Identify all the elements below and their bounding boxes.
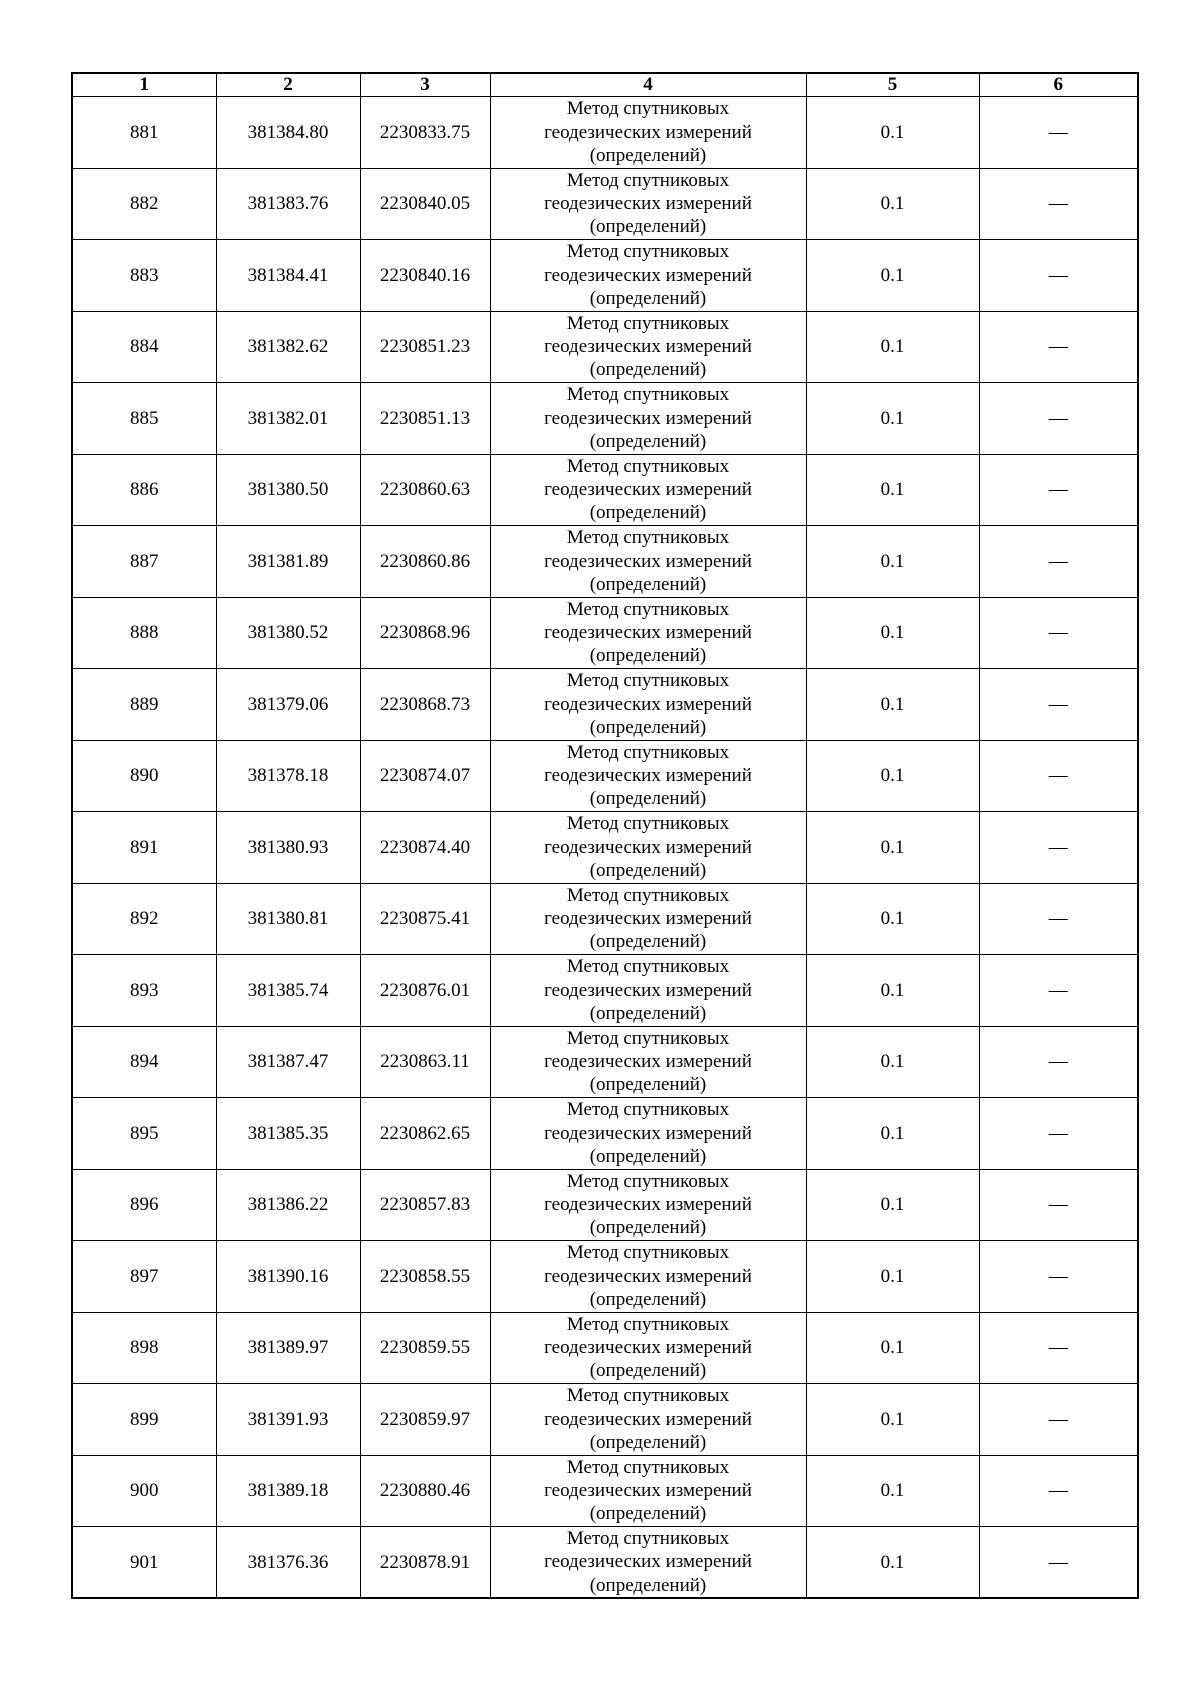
method-text: Метод спутниковых геодезических измерений (определений) [544, 884, 752, 953]
method-cell [490, 97, 806, 169]
point-number-cell: 884 [72, 311, 216, 383]
method-cell [490, 597, 806, 669]
point-number-cell: 892 [72, 883, 216, 955]
x-coordinate-cell: 381380.50 [216, 454, 360, 526]
x-coordinate-cell: 381386.22 [216, 1169, 360, 1241]
point-number-cell: 896 [72, 1169, 216, 1241]
header-col-6: 6 [979, 73, 1138, 97]
method-cell [490, 454, 806, 526]
method-text: Метод спутниковых геодезических измерений (определений) [544, 1456, 752, 1525]
accuracy-cell: 0.1 [806, 1384, 979, 1456]
accuracy-cell: 0.1 [806, 168, 979, 240]
note-cell: — [979, 1384, 1138, 1456]
note-cell: — [979, 1169, 1138, 1241]
y-coordinate-cell: 2230851.23 [360, 311, 490, 383]
table-row [72, 168, 1138, 240]
note-cell: — [979, 740, 1138, 812]
x-coordinate-cell: 381385.74 [216, 955, 360, 1027]
method-cell [490, 1026, 806, 1098]
note-cell: — [979, 1098, 1138, 1170]
y-coordinate-cell: 2230862.65 [360, 1098, 490, 1170]
method-text: Метод спутниковых геодезических измерений (определений) [544, 1313, 752, 1382]
method-cell [490, 1241, 806, 1313]
method-cell [490, 1384, 806, 1456]
x-coordinate-cell: 381380.81 [216, 883, 360, 955]
method-text: Метод спутниковых геодезических измерений (определений) [544, 598, 752, 667]
method-cell [490, 812, 806, 884]
method-text: Метод спутниковых геодезических измерений (определений) [544, 956, 752, 1024]
accuracy-cell: 0.1 [806, 740, 979, 812]
x-coordinate-cell: 381379.06 [216, 669, 360, 741]
header-col-3: 3 [360, 73, 490, 97]
y-coordinate-cell: 2230875.41 [360, 883, 490, 955]
note-cell: — [979, 1312, 1138, 1384]
note-cell: — [979, 311, 1138, 383]
y-coordinate-cell: 2230876.01 [360, 955, 490, 1027]
table-row [72, 97, 1138, 169]
x-coordinate-cell: 381380.52 [216, 597, 360, 669]
method-text: Метод спутниковых геодезических измерений (определений) [544, 1027, 752, 1096]
method-cell [490, 883, 806, 955]
y-coordinate-cell: 2230857.83 [360, 1169, 490, 1241]
method-text: Метод спутниковых геодезических измерений (определений) [544, 384, 752, 452]
accuracy-cell: 0.1 [806, 669, 979, 741]
accuracy-cell: 0.1 [806, 1455, 979, 1527]
method-cell [490, 240, 806, 312]
note-cell: — [979, 1026, 1138, 1098]
table-row [72, 454, 1138, 526]
table-row [72, 883, 1138, 955]
y-coordinate-cell: 2230878.91 [360, 1527, 490, 1599]
x-coordinate-cell: 381382.01 [216, 383, 360, 455]
point-number-cell: 895 [72, 1098, 216, 1170]
table-row [72, 1026, 1138, 1098]
table-row [72, 812, 1138, 884]
note-cell: — [979, 526, 1138, 598]
note-cell: — [979, 383, 1138, 455]
method-cell [490, 1098, 806, 1170]
method-text: Метод спутниковых геодезических измерений (определений) [544, 1385, 752, 1453]
point-number-cell: 898 [72, 1312, 216, 1384]
x-coordinate-cell: 381378.18 [216, 740, 360, 812]
y-coordinate-cell: 2230868.96 [360, 597, 490, 669]
y-coordinate-cell: 2230859.55 [360, 1312, 490, 1384]
point-number-cell: 889 [72, 669, 216, 741]
accuracy-cell: 0.1 [806, 454, 979, 526]
table-row [72, 597, 1138, 669]
method-text: Метод спутниковых геодезических измерений (определений) [544, 741, 752, 810]
method-text: Метод спутниковых геодезических измерений (определений) [544, 98, 752, 166]
x-coordinate-cell: 381383.76 [216, 168, 360, 240]
point-number-cell: 886 [72, 454, 216, 526]
y-coordinate-cell: 2230840.16 [360, 240, 490, 312]
table-row [72, 669, 1138, 741]
table-row [72, 1098, 1138, 1170]
accuracy-cell: 0.1 [806, 1312, 979, 1384]
x-coordinate-cell: 381381.89 [216, 526, 360, 598]
accuracy-cell: 0.1 [806, 97, 979, 169]
accuracy-cell: 0.1 [806, 597, 979, 669]
y-coordinate-cell: 2230860.63 [360, 454, 490, 526]
method-text: Метод спутниковых геодезических измерений (определений) [544, 813, 752, 881]
accuracy-cell: 0.1 [806, 1241, 979, 1313]
y-coordinate-cell: 2230840.05 [360, 168, 490, 240]
x-coordinate-cell: 381385.35 [216, 1098, 360, 1170]
accuracy-cell: 0.1 [806, 1527, 979, 1599]
method-cell [490, 955, 806, 1027]
method-cell [490, 1169, 806, 1241]
method-cell [490, 669, 806, 741]
y-coordinate-cell: 2230860.86 [360, 526, 490, 598]
header-col-4: 4 [490, 73, 806, 97]
x-coordinate-cell: 381384.80 [216, 97, 360, 169]
x-coordinate-cell: 381389.18 [216, 1455, 360, 1527]
point-number-cell: 882 [72, 168, 216, 240]
note-cell: — [979, 1241, 1138, 1313]
accuracy-cell: 0.1 [806, 1026, 979, 1098]
method-text: Метод спутниковых геодезических измерений (определений) [544, 241, 752, 309]
note-cell: — [979, 597, 1138, 669]
method-cell [490, 1455, 806, 1527]
y-coordinate-cell: 2230858.55 [360, 1241, 490, 1313]
table-row [72, 955, 1138, 1027]
point-number-cell: 897 [72, 1241, 216, 1313]
note-cell: — [979, 669, 1138, 741]
method-text: Метод спутниковых геодезических измерений (определений) [544, 455, 752, 524]
accuracy-cell: 0.1 [806, 955, 979, 1027]
point-number-cell: 900 [72, 1455, 216, 1527]
method-cell [490, 740, 806, 812]
note-cell: — [979, 1527, 1138, 1599]
table-row [72, 1384, 1138, 1456]
table-row [72, 1241, 1138, 1313]
note-cell: — [979, 812, 1138, 884]
y-coordinate-cell: 2230874.40 [360, 812, 490, 884]
x-coordinate-cell: 381376.36 [216, 1527, 360, 1599]
x-coordinate-cell: 381390.16 [216, 1241, 360, 1313]
point-number-cell: 899 [72, 1384, 216, 1456]
x-coordinate-cell: 381382.62 [216, 311, 360, 383]
method-text: Метод спутниковых геодезических измерений (определений) [544, 1099, 752, 1167]
method-text: Метод спутниковых геодезических измерений (определений) [544, 1242, 752, 1310]
table-row [72, 1312, 1138, 1384]
x-coordinate-cell: 381387.47 [216, 1026, 360, 1098]
accuracy-cell: 0.1 [806, 812, 979, 884]
x-coordinate-cell: 381391.93 [216, 1384, 360, 1456]
point-number-cell: 890 [72, 740, 216, 812]
note-cell: — [979, 1455, 1138, 1527]
table-row [72, 526, 1138, 598]
table-row [72, 311, 1138, 383]
point-number-cell: 901 [72, 1527, 216, 1599]
note-cell: — [979, 955, 1138, 1027]
table-row [72, 740, 1138, 812]
x-coordinate-cell: 381380.93 [216, 812, 360, 884]
table-row [72, 1169, 1138, 1241]
method-cell [490, 1527, 806, 1599]
point-number-cell: 891 [72, 812, 216, 884]
note-cell: — [979, 454, 1138, 526]
accuracy-cell: 0.1 [806, 1098, 979, 1170]
header-col-2: 2 [216, 73, 360, 97]
table-row [72, 240, 1138, 312]
table-body [72, 97, 1138, 1599]
method-text: Метод спутниковых геодезических измерений (определений) [544, 169, 752, 238]
method-cell [490, 311, 806, 383]
method-cell [490, 526, 806, 598]
table-row [72, 1455, 1138, 1527]
note-cell: — [979, 168, 1138, 240]
method-cell [490, 1312, 806, 1384]
method-text: Метод спутниковых геодезических измерений (определений) [544, 1528, 752, 1596]
note-cell: — [979, 883, 1138, 955]
method-text: Метод спутниковых геодезических измерений (определений) [544, 527, 752, 595]
table-row [72, 383, 1138, 455]
accuracy-cell: 0.1 [806, 240, 979, 312]
accuracy-cell: 0.1 [806, 311, 979, 383]
point-number-cell: 885 [72, 383, 216, 455]
point-number-cell: 888 [72, 597, 216, 669]
method-text: Метод спутниковых геодезических измерений (определений) [544, 312, 752, 381]
point-number-cell: 883 [72, 240, 216, 312]
method-cell [490, 168, 806, 240]
x-coordinate-cell: 381384.41 [216, 240, 360, 312]
point-number-cell: 881 [72, 97, 216, 169]
accuracy-cell: 0.1 [806, 383, 979, 455]
header-row [72, 73, 1138, 97]
note-cell: — [979, 240, 1138, 312]
accuracy-cell: 0.1 [806, 526, 979, 598]
point-number-cell: 893 [72, 955, 216, 1027]
header-col-1: 1 [72, 73, 216, 97]
y-coordinate-cell: 2230863.11 [360, 1026, 490, 1098]
method-text: Метод спутниковых геодезических измерений (определений) [544, 670, 752, 738]
note-cell: — [979, 97, 1138, 169]
method-cell [490, 383, 806, 455]
table-row [72, 1527, 1138, 1599]
y-coordinate-cell: 2230874.07 [360, 740, 490, 812]
y-coordinate-cell: 2230868.73 [360, 669, 490, 741]
x-coordinate-cell: 381389.97 [216, 1312, 360, 1384]
point-number-cell: 894 [72, 1026, 216, 1098]
coordinates-table [71, 72, 1139, 1599]
y-coordinate-cell: 2230859.97 [360, 1384, 490, 1456]
header-col-5: 5 [806, 73, 979, 97]
point-number-cell: 887 [72, 526, 216, 598]
accuracy-cell: 0.1 [806, 883, 979, 955]
method-text: Метод спутниковых геодезических измерений (определений) [544, 1170, 752, 1239]
y-coordinate-cell: 2230880.46 [360, 1455, 490, 1527]
y-coordinate-cell: 2230833.75 [360, 97, 490, 169]
y-coordinate-cell: 2230851.13 [360, 383, 490, 455]
accuracy-cell: 0.1 [806, 1169, 979, 1241]
